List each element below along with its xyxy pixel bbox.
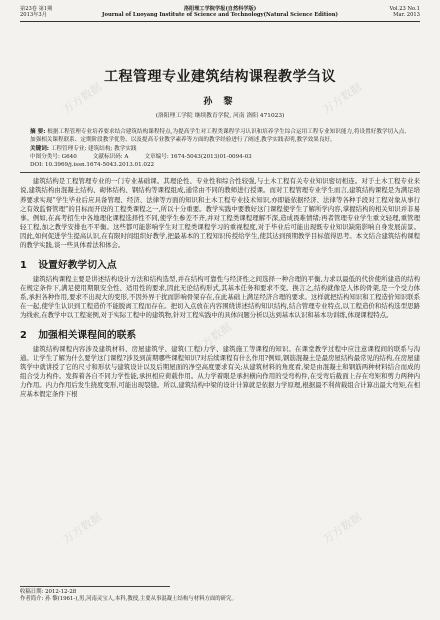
received-date: 收稿日期: 2012-12-28: [20, 588, 77, 595]
watermark: 万方数据: [60, 510, 105, 547]
abstract-text: 根据工程管理专业培养要求结合建筑结构课程特点,为提高学生对工程类课程学习认识和培养学生综合运用工程专业知识能力,将设置好教学切入点、加强相关课程联系、定期阶段教学优势、以及提高专业教学素养等方面的教学经验进行了阐述,教学实践表明,教学效果良好。: [30, 128, 410, 144]
article-title: 工程管理专业建筑结构课程教学刍议: [104, 68, 336, 85]
abstract: [20, 128, 420, 153]
section-title: 加强相关课程间的联系: [38, 330, 137, 342]
section-title: 设置好教学切入点: [38, 259, 117, 271]
keywords-text: 工程管理专业; 建筑结构; 教学实践: [50, 145, 137, 152]
issue-info: [20, 6, 80, 19]
article-number: 文章编号: 1674-5043(2013)01-0094-03: [144, 154, 252, 161]
article-body: [20, 177, 420, 399]
footnote-divider: [20, 586, 170, 587]
volume-number: Vol.23 No.1: [389, 6, 420, 12]
author-bio: 作者简介: 孙 黎(1961-),男,河南灵宝人,本科,教授,主要从事混凝土结构与材料方面的研究。: [20, 596, 237, 603]
section-heading-1: [20, 257, 420, 271]
clc-number: 中图分类号: G640: [30, 154, 77, 161]
section-1-paragraph: 建筑结构课程主要是讲述结构设计方法和结构选型,并在结构可靠性与经济性之间选择一种合理的平衡,力求以最低的代价使所建造的结构在规定条件下,满足使用期限安全性、适用性的要求,因此无论结构形式,其基本任务和要求不变。换言之,结构就像是人体的骨架,是一个受力体系,承担各种作用,要求不出现大的变形,不因外界干扰而影响骨架存在,在此基础上满足经济合理的要求。这样就把结构知识和工程造价知识联系在一起,使学生认识到工程造价不能脱离工程而存在。把切入点放在内容围绕讲述结构知识结构,结合管理专业特点,以工程造价和结构选型思路为线索,在教学中以工程案例,对于实际工程中的建筑物,针对工程实践中的具体问题分析以达到基本认识和基本功训练,体现课程特点。: [20, 274, 420, 319]
footnote: [20, 586, 420, 604]
section-number: 2: [20, 330, 27, 342]
section-number: 1: [20, 259, 27, 271]
issue-number: 第23卷 第1期: [20, 6, 53, 12]
watermark: 万方数据: [190, 320, 235, 357]
author-affiliation: (洛阳理工学院 继续教育学院, 河南 洛阳 471023): [155, 112, 285, 119]
watermark: 万方数据: [60, 80, 105, 117]
article-metadata: [20, 153, 420, 169]
abstract-divider: [20, 172, 420, 173]
issue-date: 2013年3月: [20, 12, 47, 19]
intro-paragraph: 建筑结构是工程管理专业的一门专业基础课。其理论性、专业性和综合性较强,与土木工程有关专业知识密切相连。对于土木工程专业来说,建筑结构由混凝土结构、砌体结构、钢结构等课程组成,通常由不同的教师进行授课。而对工程管理专业学生而言,建筑结构课程是为满足培养要求实现“学生毕业后应具备管理、经济、法律等方面的知识和土木工程专业技术知识,亦即能依据经济、法律等各种手段对工程对象从事行之有效监督管理”的目标而开设的工程类课程之一,所以十分重要。教学实践中要教好这门课程使学生了解所学内容,掌握结构的相关知识并非易事。例如,在高考招生中各地理化课程选择性不同,使学生参差不齐,并对工程类课程理解不深,造成畏难情绪;再者管理专业学生重文轻理,重管理轻工程,加之教学安排也不平衡。这些都可能影响学生对工程类课程学习的重视程度,对于毕业后可能出现既专业知识缺陷影响自身发展前景。因此,如何促进学生提高认识,在有限时间组织好教学,把最基本的工程知识传授给学生,使其达到预期教学目标值得思考。本文结合建筑结构课程的教学实践,谈一些具体看法和体会。: [20, 177, 420, 249]
author-name: 孙 黎: [203, 96, 237, 107]
journal-name: [80, 6, 360, 19]
document-code: 文献标识码: A: [92, 154, 129, 161]
doi: DOI: 10.3969/j.issn.1674-5043.2013.01.022: [30, 162, 155, 169]
section-2-paragraph: 建筑结构课程内容涉及建筑材料、房屋建筑学、建筑(工程)力学、建筑施工等课程的知识。在课堂教学过程中应注意课程间的联系与沟通。让学生了解为什么要学这门课程?涉及到前期哪些课程知识?对后续课程有什么作用?例如,钢筋混凝土是最房屋结构最常见的结构,在房屋建筑学中就讲授了它的尺寸和形状与建筑设计以及后期屋面的净空高度要求有关;从建筑材料的角度看,梁是由混凝土和钢筋两种材料结合而成的组合受力构件。发挥着各自不同力学性能,承担相应荷载作用。从力学着眼是承担横向作用的受弯构件,在受弯后截面上存在弯矩和剪力两种内力作用。内力作用后发生挠度变形,可能出现裂缝。所以,建筑结构中梁的设计计算就是依据力学原理,根据最不利荷载组合计算出最大弯矩,在相应基本假定条件下根: [20, 345, 420, 399]
abstract-label: 摘 要:: [30, 128, 46, 135]
watermark: 万方数据: [320, 80, 365, 117]
volume-date: Mar. 2013: [393, 12, 420, 19]
journal-name-cn: 洛阳理工学院学报(自然科学版): [183, 6, 257, 12]
keywords-label: 关键词:: [30, 145, 50, 152]
section-heading-2: [20, 327, 420, 341]
header-divider: [20, 21, 420, 22]
running-header: [20, 6, 420, 19]
watermark: 万方数据: [320, 510, 365, 547]
volume-info: [360, 6, 420, 19]
journal-name-en: Journal of Luoyang Institute of Science and Technology(Natural Science Edition): [102, 12, 338, 19]
